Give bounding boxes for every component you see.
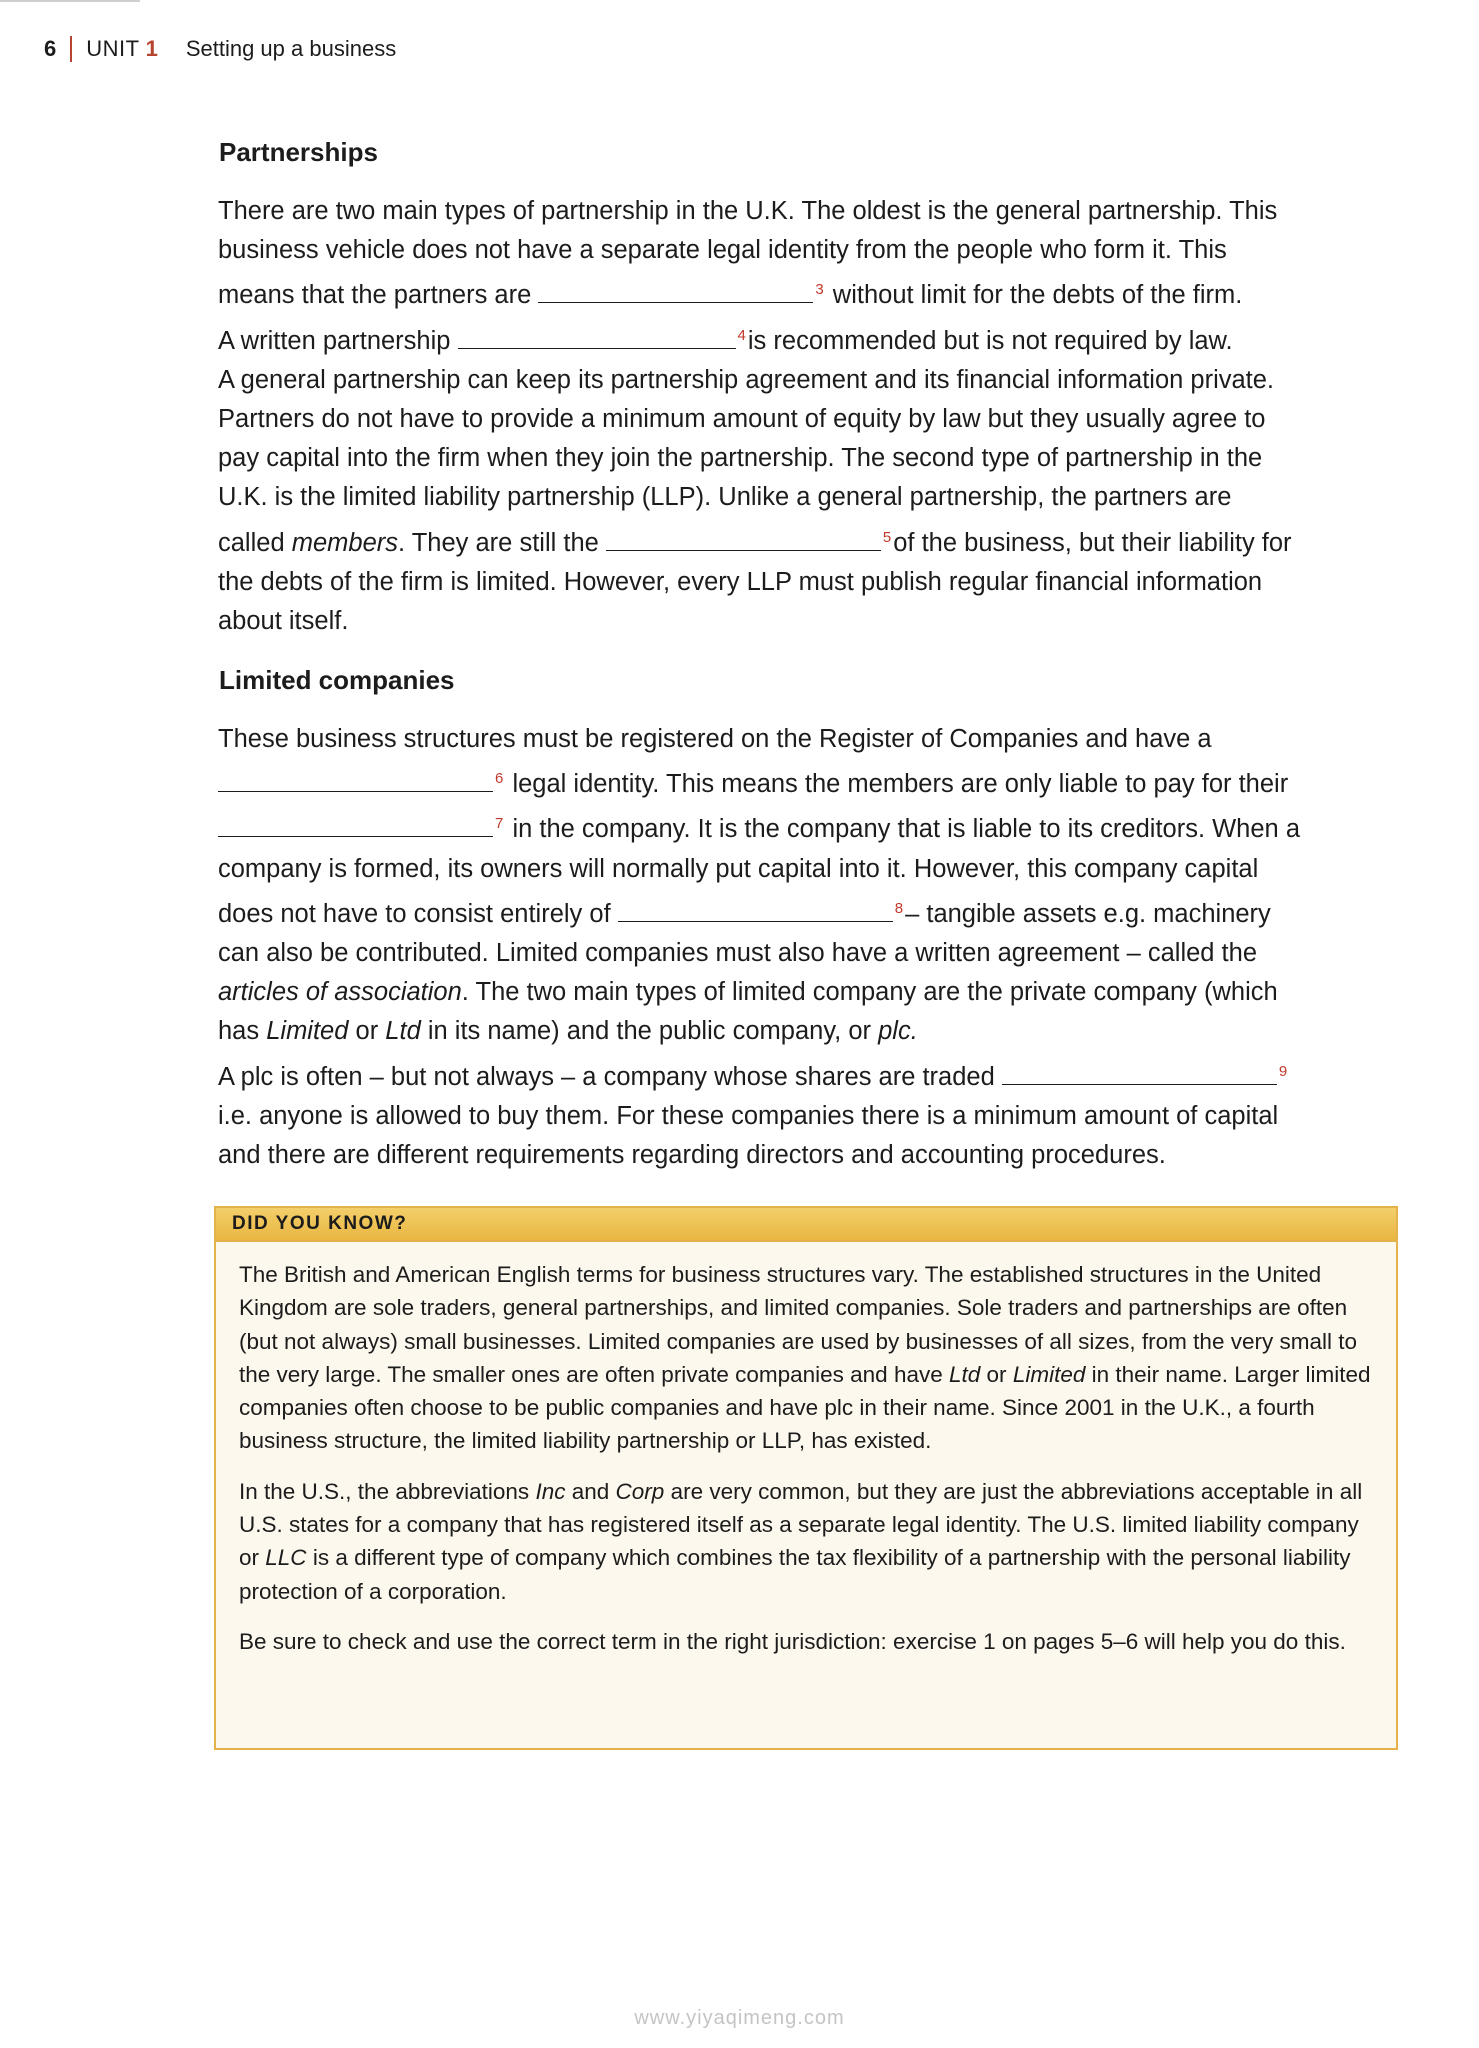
text-line: about itself. (218, 607, 349, 636)
text-line: the debts of the firm is limited. However, every LLP must publish regular financial information (218, 567, 1263, 596)
text-line: A general partnership can keep its partnership agreement and its financial information private. (218, 365, 1275, 394)
text-line: business vehicle does not have a separate legal identity from the people who form it. This (218, 236, 1227, 265)
gap-blank-4[interactable] (458, 324, 736, 349)
did-you-know-body (216, 1242, 1396, 1658)
partnerships-heading: Partnerships (219, 137, 378, 167)
text-line: Partners do not have to provide a minimum amount of equity by law but they usually agree to (218, 405, 1266, 434)
unit-label: UNIT (86, 36, 140, 61)
text-line: company is formed, its owners will normally put capital into it. However, this company capital (218, 854, 1259, 883)
gap-number-9: 9 (1278, 1062, 1288, 1080)
gap-number-4: 4 (737, 326, 746, 344)
running-header (44, 36, 396, 62)
did-you-know-title: DID YOU KNOW? (216, 1208, 1396, 1242)
gap-blank-5[interactable] (606, 526, 881, 551)
info-paragraph: In the U.S., the abbreviations Inc and Corp are very common, but they are just the abbreviations acceptable in all U.S. states for a company that has registered itself as a separate legal identity. The U.S. limited liability company or LLC is a different type of company which combines the tax flexibility of a partnership with the personal liability protection of a corporation. (239, 1478, 1363, 1604)
gap-number-3: 3 (815, 281, 824, 299)
text-line: $^6$ legal identity. This means the members are only liable to pay for their (218, 759, 1348, 804)
top-rule (0, 0, 140, 2)
text-line: and there are different requirements regarding directors and accounting procedures. (218, 1141, 1166, 1170)
unit-number: 1 (145, 36, 158, 61)
text-line: articles of association. The two main types of limited company are the private company (which (218, 978, 1278, 1007)
gap-number-5: 5 (882, 528, 892, 546)
page-number: 6 (44, 36, 57, 61)
gap-blank-7[interactable] (218, 812, 493, 837)
gap-blank-8[interactable] (618, 897, 893, 922)
text-line: means that the partners are $^3$ without limit for the debts of the firm. (218, 270, 1348, 315)
header-divider (70, 36, 72, 62)
limited-companies-heading: Limited companies (219, 665, 455, 695)
info-paragraph: The British and American English terms for business structures vary. The established structures in the United Kingdom are sole traders, general partnerships, and limited companies. Sole traders and partnerships are often (but not always) small businesses. Limited companies are used by businesses of all sizes, from the very small to the very large. The smaller ones are often private companies and have Ltd or Limited in their name. Larger limited companies often choose to be public companies and have plc in their name. Since 2001 in the U.K., a fourth business structure, the limited liability partnership or LLP, has existed. (239, 1262, 1371, 1454)
gap-blank-3[interactable] (538, 278, 813, 303)
did-you-know-box (214, 1206, 1398, 1750)
text-line: These business structures must be registered on the Register of Companies and have a (218, 725, 1212, 753)
partnerships-paragraph (218, 192, 1348, 641)
text-line: has Limited or Ltd in its name) and the public company, or plc. (218, 1017, 918, 1046)
text-line: pay capital into the firm when they join the partnership. The second type of partnership in the (218, 444, 1263, 473)
info-paragraph: Be sure to check and use the correct term in the right jurisdiction: exercise 1 on pages 5–6 will help you do this. (239, 1628, 1346, 1654)
footer-watermark: www.yiyaqimeng.com (634, 2007, 845, 2029)
text-line: i.e. anyone is allowed to buy them. For these companies there is a minimum amount of capital (218, 1101, 1279, 1130)
text-line: called members. They are still the $^5$of the business, but their liability for (218, 518, 1348, 563)
gap-number-7: 7 (495, 815, 504, 833)
text-line: can also be contributed. Limited companies must also have a written agreement – called the (218, 939, 1258, 968)
limited-companies-paragraph (218, 720, 1348, 1175)
text-line: does not have to consist entirely of $^8$– tangible assets e.g. machinery (218, 889, 1348, 934)
gap-number-8: 8 (894, 899, 904, 917)
text-line: There are two main types of partnership in the U.K. The oldest is the general partnership. This (218, 197, 1278, 225)
gap-blank-9[interactable] (1002, 1060, 1277, 1085)
unit-title: Setting up a business (185, 36, 397, 61)
text-line: A plc is often – but not always – a company whose shares are traded $^9$ (218, 1052, 1348, 1097)
gap-blank-6[interactable] (218, 767, 493, 792)
gap-number-6: 6 (495, 770, 504, 788)
text-line: A written partnership $^4$is recommended but is not required by law. (218, 316, 1348, 361)
text-line: U.K. is the limited liability partnership (LLP). Unlike a general partnership, the partners are (218, 483, 1232, 512)
text-line: $^7$ in the company. It is the company that is liable to its creditors. When a (218, 804, 1348, 849)
